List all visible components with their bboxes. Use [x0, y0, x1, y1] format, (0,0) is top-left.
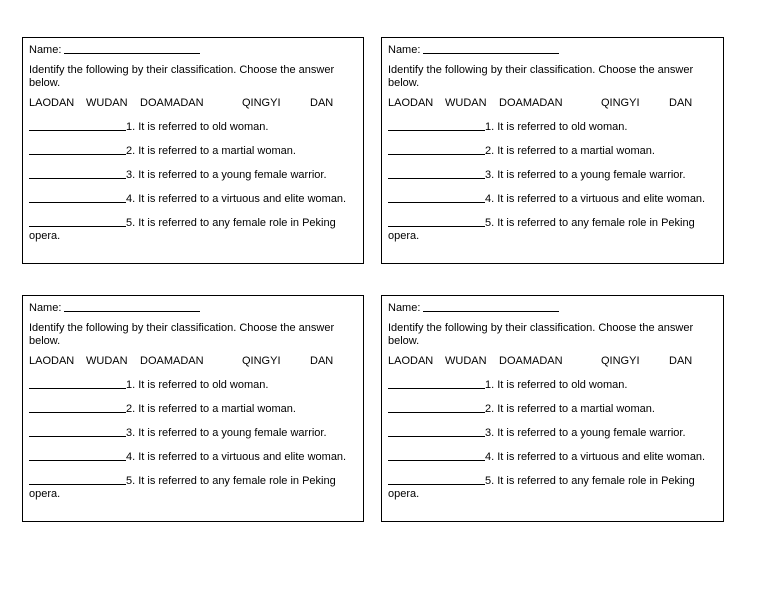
choice-wudan: WUDAN [445, 97, 487, 109]
question-item-2 [29, 143, 357, 158]
worksheet-card-1 [22, 37, 364, 264]
choice-wudan: WUDAN [445, 355, 487, 367]
question-item-4 [29, 191, 357, 206]
name-blank[interactable] [64, 300, 200, 312]
question-text: 4. It is referred to a virtuous and elite woman. [485, 193, 706, 205]
choice-laodan: LAODAN [388, 97, 434, 109]
choice-laodan: LAODAN [29, 97, 75, 109]
answer-blank[interactable] [388, 401, 485, 413]
worksheet-card-2 [381, 37, 724, 264]
choice-dan: DAN [669, 97, 693, 109]
question-text: 5. It is referred to any female role in Peking opera. [388, 475, 695, 500]
choice-qingyi: QINGYI [242, 355, 281, 367]
answer-blank[interactable] [388, 143, 485, 155]
choice-laodan: LAODAN [388, 355, 434, 367]
choice-doamadan: DOAMADAN [140, 355, 204, 367]
question-text: 3. It is referred to a young female warrior. [485, 427, 686, 439]
answer-blank[interactable] [29, 215, 126, 227]
question-item-5 [29, 473, 357, 501]
name-blank[interactable] [64, 42, 200, 54]
worksheet-card-3 [22, 295, 364, 522]
answer-blank[interactable] [388, 377, 485, 389]
answer-blank[interactable] [388, 215, 485, 227]
answer-blank[interactable] [29, 377, 126, 389]
choice-qingyi: QINGYI [242, 97, 281, 109]
answer-blank[interactable] [29, 425, 126, 437]
choice-laodan: LAODAN [29, 355, 75, 367]
choice-dan: DAN [669, 355, 693, 367]
answer-blank[interactable] [388, 191, 485, 203]
choice-dan: DAN [310, 355, 334, 367]
question-text: 2. It is referred to a martial woman. [485, 403, 655, 415]
question-text: 4. It is referred to a virtuous and elite woman. [485, 451, 706, 463]
question-text: 2. It is referred to a martial woman. [126, 403, 296, 415]
name-label: Name: [29, 44, 62, 56]
answer-blank[interactable] [388, 425, 485, 437]
question-text: 3. It is referred to a young female warrior. [126, 169, 327, 181]
instruction-text: Identify the following by their classification. Choose the answer below. [29, 322, 335, 347]
answer-blank[interactable] [388, 449, 485, 461]
question-text: 5. It is referred to any female role in Peking opera. [388, 217, 695, 242]
choice-list [388, 355, 717, 368]
name-line [29, 42, 357, 57]
question-item-3 [388, 167, 717, 182]
question-text: 2. It is referred to a martial woman. [485, 145, 655, 157]
name-label: Name: [388, 302, 421, 314]
choice-doamadan: DOAMADAN [499, 355, 563, 367]
answer-blank[interactable] [29, 119, 126, 131]
question-item-1 [388, 119, 717, 134]
question-text: 3. It is referred to a young female warrior. [126, 427, 327, 439]
instruction-text: Identify the following by their classification. Choose the answer below. [29, 64, 335, 89]
question-item-1 [29, 377, 357, 392]
instruction-text: Identify the following by their classification. Choose the answer below. [388, 64, 694, 89]
name-blank[interactable] [423, 300, 559, 312]
worksheet-card-4 [381, 295, 724, 522]
choice-dan: DAN [310, 97, 334, 109]
question-text: 1. It is referred to old woman. [485, 121, 628, 133]
choice-wudan: WUDAN [86, 97, 128, 109]
answer-blank[interactable] [388, 119, 485, 131]
question-text: 4. It is referred to a virtuous and elite woman. [126, 193, 347, 205]
name-label: Name: [29, 302, 62, 314]
question-text: 1. It is referred to old woman. [126, 121, 269, 133]
name-blank[interactable] [423, 42, 559, 54]
answer-blank[interactable] [29, 167, 126, 179]
question-item-4 [388, 191, 717, 206]
question-item-5 [388, 215, 717, 243]
answer-blank[interactable] [29, 191, 126, 203]
question-item-5 [29, 215, 357, 243]
choice-list [388, 97, 717, 110]
question-item-2 [388, 401, 717, 416]
choice-wudan: WUDAN [86, 355, 128, 367]
choice-doamadan: DOAMADAN [499, 97, 563, 109]
question-text: 1. It is referred to old woman. [485, 379, 628, 391]
question-text: 4. It is referred to a virtuous and elite woman. [126, 451, 347, 463]
choice-doamadan: DOAMADAN [140, 97, 204, 109]
choice-qingyi: QINGYI [601, 355, 640, 367]
question-item-4 [388, 449, 717, 464]
question-item-1 [29, 119, 357, 134]
choice-list [29, 355, 357, 368]
question-item-3 [388, 425, 717, 440]
answer-blank[interactable] [29, 449, 126, 461]
question-text: 2. It is referred to a martial woman. [126, 145, 296, 157]
question-item-5 [388, 473, 717, 501]
choice-qingyi: QINGYI [601, 97, 640, 109]
answer-blank[interactable] [388, 473, 485, 485]
name-line [388, 42, 717, 57]
question-text: 5. It is referred to any female role in Peking opera. [29, 475, 336, 500]
answer-blank[interactable] [29, 401, 126, 413]
name-line [388, 300, 717, 315]
question-item-2 [29, 401, 357, 416]
answer-blank[interactable] [29, 473, 126, 485]
question-item-3 [29, 167, 357, 182]
question-text: 5. It is referred to any female role in Peking opera. [29, 217, 336, 242]
question-text: 1. It is referred to old woman. [126, 379, 269, 391]
name-label: Name: [388, 44, 421, 56]
question-item-2 [388, 143, 717, 158]
answer-blank[interactable] [388, 167, 485, 179]
question-item-4 [29, 449, 357, 464]
question-text: 3. It is referred to a young female warrior. [485, 169, 686, 181]
name-line [29, 300, 357, 315]
question-item-3 [29, 425, 357, 440]
question-item-1 [388, 377, 717, 392]
choice-list [29, 97, 357, 110]
instruction-text: Identify the following by their classification. Choose the answer below. [388, 322, 694, 347]
answer-blank[interactable] [29, 143, 126, 155]
